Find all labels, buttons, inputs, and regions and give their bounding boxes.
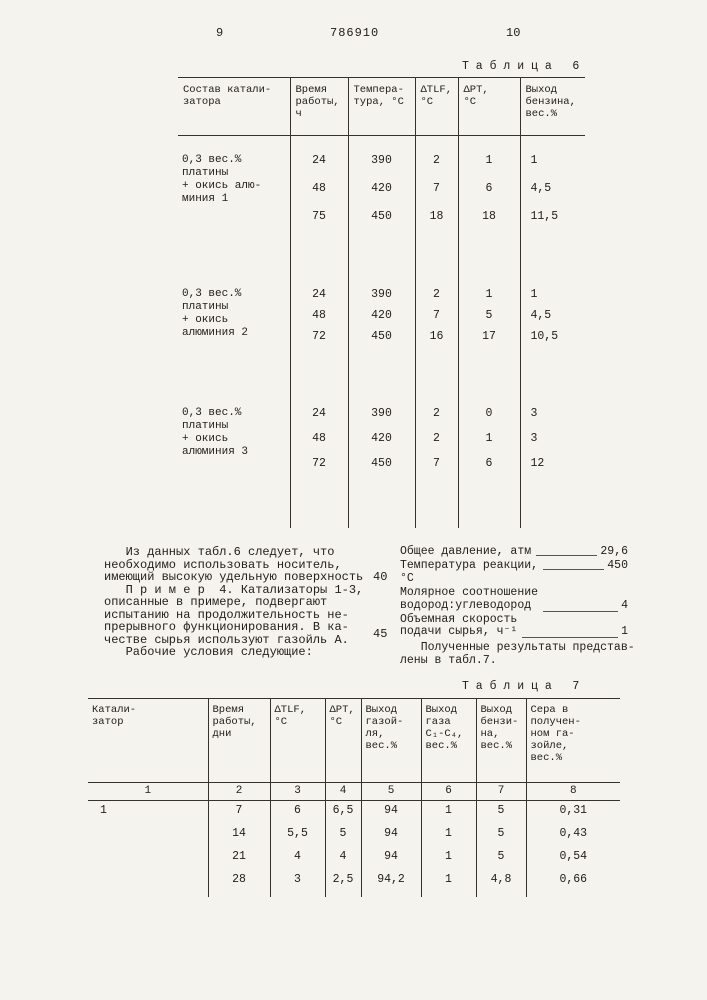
table-cell: 24	[290, 286, 348, 307]
condition-value: 29,6	[600, 545, 628, 558]
table-cell: 5,5	[270, 824, 325, 847]
table-cell	[88, 847, 208, 870]
table-cell: 1	[458, 430, 520, 455]
table-cell: 10,5	[530, 329, 559, 343]
table-cell: 0	[458, 405, 520, 430]
table-cell: 0,66	[559, 872, 588, 886]
column-header: ΔPT, °С	[458, 78, 520, 136]
column-header: Время работы, ч	[290, 78, 348, 136]
column-header: Выход газой- ля, вес.%	[361, 699, 421, 783]
table-cell: 1	[530, 153, 538, 167]
table-cell: 6,5	[325, 801, 361, 824]
condition-label: Общее давление, атм	[400, 545, 532, 558]
table-cell: 2	[415, 152, 458, 180]
condition-row	[400, 614, 628, 640]
column-header: Выход бензи- на, вес.%	[476, 699, 526, 783]
column-header: Время работы, дни	[208, 699, 270, 783]
table-cell: 3	[530, 406, 538, 420]
table-cell: 94	[361, 847, 421, 870]
table-cell: 48	[290, 180, 348, 208]
table-cell: 0,43	[559, 826, 588, 840]
table-cell: 94,2	[361, 870, 421, 893]
table-cell: 5	[458, 307, 520, 328]
leader-line	[543, 560, 604, 570]
leader-line	[522, 628, 618, 638]
column-header: Состав катали- затора	[178, 78, 290, 136]
table-cell: 0,54	[559, 849, 588, 863]
table-cell: 420	[348, 307, 415, 328]
table-cell: 4,5	[530, 308, 552, 322]
column-number: 7	[476, 783, 526, 801]
column-number: 5	[361, 783, 421, 801]
column-header: ΔTLF, °С	[415, 78, 458, 136]
leader-line	[543, 602, 618, 612]
spacer-row	[178, 480, 585, 528]
table-cell: 12	[530, 456, 545, 470]
table6-header-row	[178, 78, 585, 136]
column-header: ΔTLF, °С	[270, 699, 325, 783]
table-cell: 450	[348, 328, 415, 349]
table-cell: 2	[415, 286, 458, 307]
leader-line	[536, 546, 597, 556]
table-cell: 450	[348, 208, 415, 236]
catalyst-label: 0,3 вес.% платины + окись алюминия 3	[178, 405, 290, 480]
column-number: 1	[88, 783, 208, 801]
spacer-row	[88, 893, 620, 897]
column-header: Сера в получен- ном га- зойле, вес.%	[526, 699, 620, 783]
table-cell: 420	[348, 180, 415, 208]
condition-value: 1	[621, 625, 628, 639]
condition-label: Молярное соотношение водород:углеводород	[400, 585, 539, 612]
table-cell: 4,5	[530, 181, 552, 195]
table-6	[178, 77, 585, 528]
table-row	[178, 405, 585, 430]
table-row	[178, 152, 585, 180]
table-cell: 3	[270, 870, 325, 893]
table-cell: 48	[290, 307, 348, 328]
table-cell: 94	[361, 801, 421, 824]
right-text-column	[400, 545, 635, 668]
table-cell: 3	[530, 431, 538, 445]
table-cell: 4	[270, 847, 325, 870]
column-header: Выход бензина, вес.%	[520, 78, 585, 136]
table7-caption: Т а б л и ц а 7	[462, 680, 580, 693]
table-row	[88, 870, 620, 893]
table-cell: 1	[421, 801, 476, 824]
column-number: 3	[270, 783, 325, 801]
document-number: 786910	[330, 26, 380, 40]
table-cell: 14	[208, 824, 270, 847]
table-cell: 450	[348, 455, 415, 480]
spacer-row	[178, 136, 585, 152]
table-cell	[88, 824, 208, 847]
table-cell: 1	[458, 286, 520, 307]
table-cell	[88, 870, 208, 893]
table-cell: 390	[348, 152, 415, 180]
column-number: 8	[526, 783, 620, 801]
results-note: Полученные результаты представ- лены в табл.7.	[400, 641, 635, 668]
table-cell: 18	[415, 208, 458, 236]
condition-row	[400, 546, 628, 559]
column-number: 6	[421, 783, 476, 801]
margin-line-number-45: 45	[373, 627, 388, 641]
column-header: ΔPT, °С	[325, 699, 361, 783]
table-cell: 390	[348, 286, 415, 307]
condition-label: Температура реакции, °С	[400, 558, 539, 585]
column-number-row	[88, 783, 620, 801]
column-number: 4	[325, 783, 361, 801]
table6-caption: Т а б л и ц а 6	[462, 60, 580, 73]
table-7	[88, 698, 620, 897]
table-cell: 5	[325, 824, 361, 847]
column-header: Темпера- тура, °С	[348, 78, 415, 136]
column-header: Выход газа С₁-С₄, вес.%	[421, 699, 476, 783]
table-cell: 18	[458, 208, 520, 236]
table-cell: 0,31	[559, 804, 588, 817]
condition-row	[400, 560, 628, 586]
table-cell: 7	[208, 801, 270, 824]
condition-value: 4	[621, 598, 628, 612]
column-header: Катали- затор	[88, 699, 208, 783]
table-cell: 6	[270, 801, 325, 824]
table-cell: 2	[415, 405, 458, 430]
table-cell: 94	[361, 824, 421, 847]
conditions-list	[400, 546, 628, 639]
table-cell: 72	[290, 328, 348, 349]
table-cell: 1	[421, 870, 476, 893]
table-cell: 4	[325, 847, 361, 870]
table-cell: 7	[415, 307, 458, 328]
table-cell: 21	[208, 847, 270, 870]
table-cell: 28	[208, 870, 270, 893]
table-cell: 48	[290, 430, 348, 455]
left-text-column: Из данных табл.6 следует, что необходимо использовать носитель, имеющий высокую удельную поверхность П р и м е р 4. Катализаторы 1-3, описанные в примере, подвергают испытанию на продолжительность не- прерывного функционирования. В ка- честве сырья используют газойль А. Рабочие условия следующие:	[104, 545, 364, 659]
column-number: 2	[208, 783, 270, 801]
left-page-number: 9	[216, 26, 224, 40]
condition-value: 450	[607, 558, 628, 572]
table-cell: 11,5	[530, 209, 559, 223]
right-page-number: 10	[506, 26, 521, 40]
spacer-row	[178, 349, 585, 405]
table-cell: 5	[476, 801, 526, 824]
table-cell: 5	[476, 824, 526, 847]
table-row	[88, 847, 620, 870]
table-row	[88, 801, 620, 824]
table-cell: 420	[348, 430, 415, 455]
table-cell: 72	[290, 455, 348, 480]
table-cell: 1	[458, 152, 520, 180]
table-cell: 1	[421, 847, 476, 870]
table-cell: 24	[290, 405, 348, 430]
table-cell: 75	[290, 208, 348, 236]
table-cell: 2,5	[325, 870, 361, 893]
table-row	[88, 824, 620, 847]
table-cell: 4,8	[476, 870, 526, 893]
table7-header-row	[88, 699, 620, 783]
table-cell: 6	[458, 455, 520, 480]
condition-row	[400, 587, 628, 613]
table-cell: 2	[415, 430, 458, 455]
catalyst-label: 0,3 вес.% платины + окись алюминия 2	[178, 286, 290, 349]
spacer-row	[178, 236, 585, 286]
table-cell: 17	[458, 328, 520, 349]
table-cell: 390	[348, 405, 415, 430]
condition-label: Объемная скорость подачи сырья, ч⁻¹	[400, 612, 518, 639]
catalyst-label: 0,3 вес.% платины + окись алю- миния 1	[178, 152, 290, 236]
table-cell: 1	[421, 824, 476, 847]
table-cell: 24	[290, 152, 348, 180]
table-cell: 5	[476, 847, 526, 870]
table-cell: 16	[415, 328, 458, 349]
table-cell: 1	[530, 287, 538, 301]
table-cell: 7	[415, 455, 458, 480]
table-cell: 7	[415, 180, 458, 208]
table-row	[178, 286, 585, 307]
table-cell: 1	[88, 801, 208, 824]
table-cell: 6	[458, 180, 520, 208]
margin-line-number-40: 40	[373, 570, 388, 584]
